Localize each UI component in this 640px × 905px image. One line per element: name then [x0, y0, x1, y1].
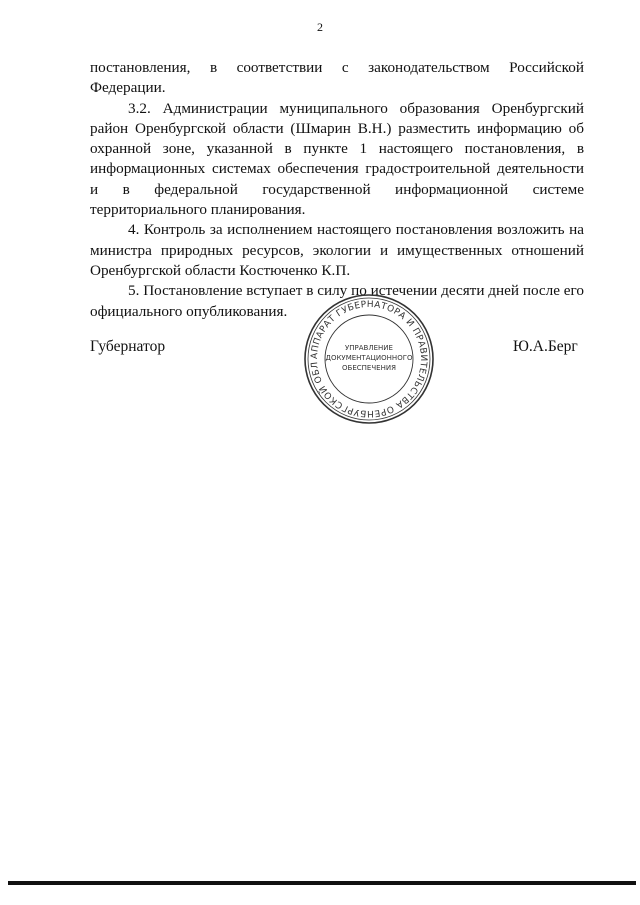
page-number: 2 [317, 20, 323, 34]
seal-ring-text: АППАРАТ ГУБЕРНАТОРА И ПРАВИТЕЛЬСТВА ОРЕНБУРГСКОЙ ОБЛ [309, 299, 429, 419]
signatory-title: Губернатор [90, 338, 166, 355]
official-seal-stamp [302, 292, 436, 426]
bottom-scan-border [8, 881, 636, 885]
paragraph-4: 4. Контроль за исполнением настоящего постановления возложить на министра природных ресурсов, экологии и имущественных отношений Оренбургской области Костюченко К.П. [90, 221, 584, 279]
seal-center-line-1: УПРАВЛЕНИЕ [345, 344, 393, 352]
seal-center-line-2: ДОКУМЕНТАЦИОННОГО [325, 354, 413, 362]
signatory-name: Ю.А.Берг [513, 338, 578, 355]
document-body [90, 58, 584, 322]
paragraph-3-2: 3.2. Администрации муниципального образования Оренбургский район Оренбургской области (Шмарин В.Н.) разместить информацию об охранной зоне, указанной в пункте 1 настоящего постановления, в информационных системах обеспечения градостроительной деятельности и в федеральной государственной информационной системе территориального планирования. [90, 99, 584, 219]
paragraph-5: 5. Постановление вступает в силу по истечении десяти дней после его официального опубликования. [90, 282, 584, 320]
paragraph-continuation: постановления, в соответствии с законодательством Российской Федерации. [90, 59, 584, 97]
seal-center-line-3: ОБЕСПЕЧЕНИЯ [342, 364, 396, 372]
seal-graphic [302, 292, 436, 426]
